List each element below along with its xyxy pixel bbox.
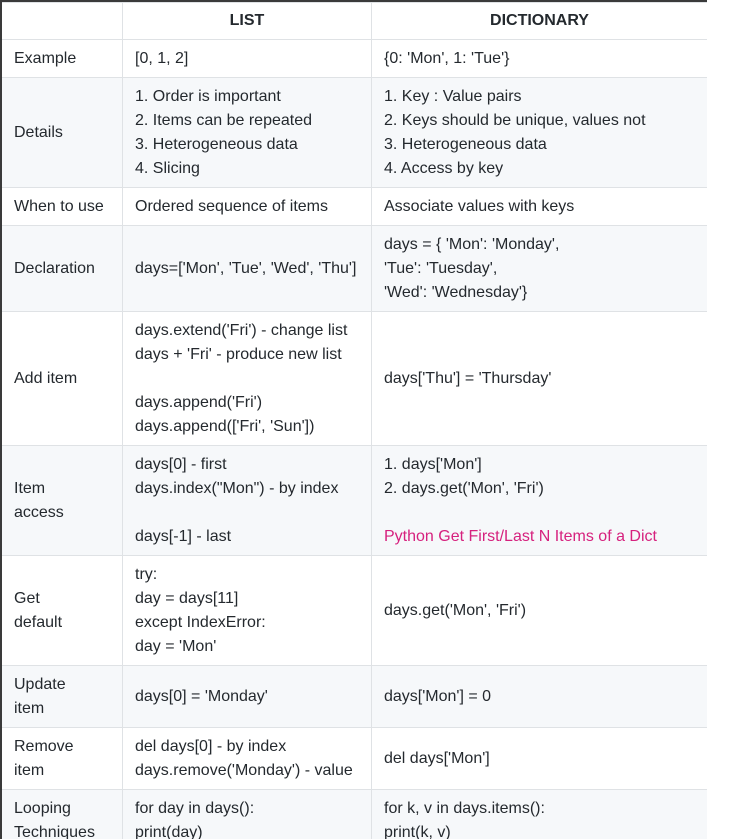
cell-text-line: 1. Key : Value pairs — [384, 87, 522, 105]
table-header-row — [2, 3, 708, 40]
cell-text-line: days['Mon'] = 0 — [384, 687, 492, 705]
cell-text-line: Get — [14, 589, 40, 607]
dictionary-cell — [372, 312, 708, 446]
cell-text-line: 4. Access by key — [384, 159, 504, 177]
cell-text-line: 'Tue': 'Tuesday', — [384, 259, 498, 277]
cell-text-line: 3. Heterogeneous data — [384, 135, 547, 153]
cell-text-line: 2. Keys should be unique, values not — [384, 111, 646, 129]
table-row — [2, 446, 708, 556]
cell-text-line: try: — [135, 565, 158, 583]
cell-text-line: for k, v in days.items(): — [384, 799, 545, 817]
cell-text-line: Associate values with keys — [384, 197, 575, 215]
cell-text-line: [0, 1, 2] — [135, 49, 189, 67]
dictionary-cell — [372, 666, 708, 728]
cell-text-line: Details — [14, 123, 63, 141]
cell-text-line: Looping — [14, 799, 71, 817]
cell-text-line: for day in days(): — [135, 799, 255, 817]
dictionary-cell — [372, 226, 708, 312]
cell-text-line: days.get('Mon', 'Fri') — [384, 601, 527, 619]
cell-text-line: days.extend('Fri') - change list — [135, 321, 348, 339]
cell-text-line: days.index("Mon") - by index — [135, 479, 339, 497]
table-row — [2, 40, 708, 78]
dictionary-cell — [372, 728, 708, 790]
cell-text-line: print(day) — [135, 823, 203, 839]
cell-text-line: Item — [14, 479, 46, 497]
cell-text-line: item — [14, 699, 45, 717]
table-row — [2, 78, 708, 188]
cell-text-line: 1. Order is important — [135, 87, 281, 105]
cell-text-line: 1. days['Mon'] — [384, 455, 482, 473]
table-row — [2, 226, 708, 312]
header-list: LIST — [123, 3, 372, 40]
row-label-cell — [2, 312, 123, 446]
table-row — [2, 666, 708, 728]
row-label-cell — [2, 78, 123, 188]
list-cell — [123, 226, 372, 312]
list-cell — [123, 728, 372, 790]
table-row — [2, 188, 708, 226]
list-cell — [123, 790, 372, 839]
cell-text-line — [135, 501, 359, 525]
list-cell — [123, 446, 372, 556]
row-label-cell — [2, 790, 123, 839]
dictionary-cell — [372, 40, 708, 78]
cell-text-line: Remove — [14, 737, 74, 755]
table-row — [2, 728, 708, 790]
cell-text-line: day = 'Mon' — [135, 637, 217, 655]
list-cell — [123, 78, 372, 188]
cell-text-line: Declaration — [14, 259, 95, 277]
cell-text-line: 3. Heterogeneous data — [135, 135, 298, 153]
cell-text-line: days[0] = 'Monday' — [135, 687, 268, 705]
cell-text-line: days[0] - first — [135, 455, 227, 473]
list-cell — [123, 188, 372, 226]
cell-text-line: print(k, v) — [384, 823, 451, 839]
cell-text-line: 2. days.get('Mon', 'Fri') — [384, 479, 544, 497]
dictionary-cell — [372, 556, 708, 666]
cell-text-line: days + 'Fri' - produce new list — [135, 345, 342, 363]
dictionary-cell — [372, 446, 708, 556]
list-cell — [123, 666, 372, 728]
cell-text-line: Techniques — [14, 823, 95, 839]
cell-text-line: days.append(['Fri', 'Sun']) — [135, 417, 315, 435]
python-dict-items-link[interactable]: Python Get First/Last N Items of a Dict — [384, 527, 657, 545]
cell-text-line: Ordered sequence of items — [135, 197, 328, 215]
cell-text-line: days.remove('Monday') - value — [135, 761, 353, 779]
row-label-cell — [2, 666, 123, 728]
cell-text-line — [135, 367, 359, 391]
cell-text-line: days = { 'Mon': 'Monday', — [384, 235, 560, 253]
cell-text-line: days['Thu'] = 'Thursday' — [384, 369, 552, 387]
cell-text-line: Update — [14, 675, 66, 693]
cell-text-line: 2. Items can be repeated — [135, 111, 312, 129]
cell-text-line: 'Wed': 'Wednesday'} — [384, 283, 528, 301]
cell-text-line — [384, 501, 695, 525]
cell-text-line: {0: 'Mon', 1: 'Tue'} — [384, 49, 510, 67]
list-cell — [123, 556, 372, 666]
cell-text-line: item — [14, 761, 45, 779]
table-row — [2, 790, 708, 839]
cell-text-line: except IndexError: — [135, 613, 266, 631]
cell-text-line: del days['Mon'] — [384, 749, 490, 767]
cell-text-line: When to use — [14, 197, 104, 215]
list-vs-dictionary-table — [1, 2, 707, 839]
cell-text-line: days[-1] - last — [135, 527, 232, 545]
row-label-cell — [2, 728, 123, 790]
cell-text-line: days=['Mon', 'Tue', 'Wed', 'Thu'] — [135, 259, 357, 277]
header-dictionary: DICTIONARY — [372, 3, 708, 40]
list-cell — [123, 312, 372, 446]
row-label-cell — [2, 446, 123, 556]
list-cell — [123, 40, 372, 78]
cell-text-line: access — [14, 503, 64, 521]
row-label-cell — [2, 556, 123, 666]
cell-text-line: del days[0] - by index — [135, 737, 287, 755]
cell-text-line: days.append('Fri') — [135, 393, 263, 411]
row-label-cell — [2, 226, 123, 312]
header-feature — [2, 3, 123, 40]
table-row — [2, 556, 708, 666]
cell-text-line: day = days[11] — [135, 589, 239, 607]
table-body — [2, 40, 708, 839]
cell-text-line: 4. Slicing — [135, 159, 200, 177]
dictionary-cell — [372, 78, 708, 188]
row-label-cell — [2, 40, 123, 78]
cell-text-line: Add item — [14, 369, 78, 387]
row-label-cell — [2, 188, 123, 226]
cell-text-line: default — [14, 613, 63, 631]
dictionary-cell — [372, 188, 708, 226]
dictionary-cell — [372, 790, 708, 839]
table-row — [2, 312, 708, 446]
cell-text-line: Example — [14, 49, 77, 67]
